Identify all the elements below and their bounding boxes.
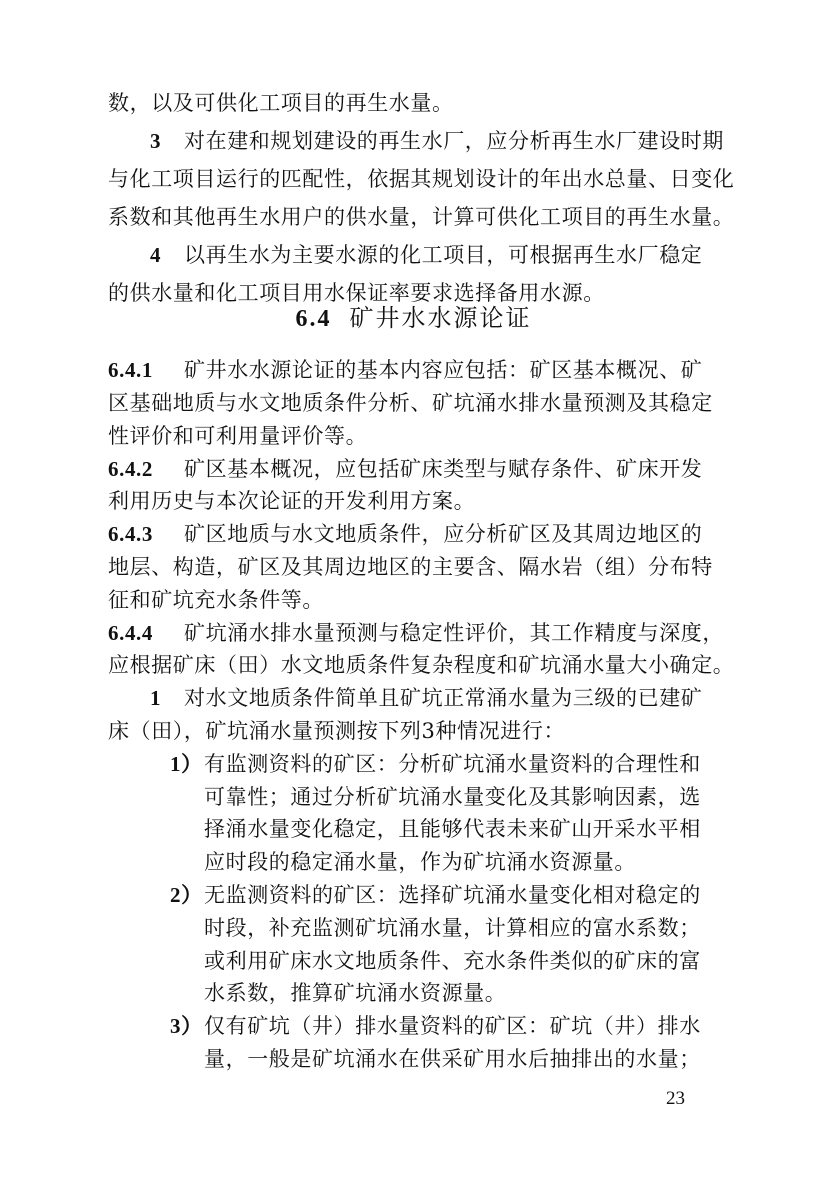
section-title: 矿井水水源论证: [349, 304, 532, 332]
paragraph-line: 床（田），矿坑涌水量预测按下列3种情况进行：: [108, 719, 566, 743]
sub-item-number: 1）: [170, 752, 203, 776]
clause-number: 6.4.3: [108, 522, 153, 546]
clause-text: 矿区地质与水文地质条件，应分析矿区及其周边地区的: [184, 522, 703, 546]
clause-number: 6.4.1: [108, 358, 153, 382]
sub-item-text: 仅有矿坑（井）排水量资料的矿区：矿坑（井）排水: [204, 1014, 701, 1038]
list-item-text: 对在建和规划建设的再生水厂，应分析再生水厂建设时期: [184, 129, 724, 153]
paragraph-line: 的供水量和化工项目用水保证率要求选择备用水源。: [108, 281, 605, 305]
list-item-text: 以再生水为主要水源的化工项目，可根据再生水厂稳定: [184, 243, 703, 267]
paragraph-line: 应时段的稳定涌水量，作为矿坑涌水资源量。: [204, 850, 636, 874]
paragraph-line: 水系数，推算矿坑涌水资源量。: [204, 981, 507, 1005]
clause-text: 矿井水水源论证的基本内容应包括：矿区基本概况、矿: [184, 358, 703, 382]
page-number: 23: [666, 1088, 685, 1109]
sub-item-text: 有监测资料的矿区：分析矿坑涌水量资料的合理性和: [204, 752, 701, 776]
list-item-3: [150, 122, 724, 160]
list-number: 4: [150, 243, 162, 267]
list-item-4: [150, 236, 702, 274]
list-number: 3: [150, 129, 162, 153]
paragraph-line: 可靠性；通过分析矿坑涌水量变化及其影响因素，选: [204, 785, 701, 809]
paragraph-line: 地层、构造，矿区及其周边地区的主要含、隔水岩（组）分布特: [108, 555, 713, 579]
clause-number: 6.4.4: [108, 621, 153, 645]
paragraph-line: 区基础地质与水文地质条件分析、矿坑涌水排水量预测及其稳定: [108, 391, 713, 415]
paragraph-line: 量，一般是矿坑涌水在供采矿用水后抽排出的水量；: [204, 1047, 701, 1071]
paragraph-line: 或利用矿床水文地质条件、充水条件类似的矿床的富: [204, 949, 701, 973]
paragraph-line: 征和矿坑充水条件等。: [108, 588, 324, 612]
paragraph-line: 性评价和可利用量评价等。: [108, 424, 368, 448]
paragraph-line: 系数和其他再生水用户的供水量，计算可供化工项目的再生水量。: [108, 205, 735, 229]
paragraph-line: 时段，补充监测矿坑涌水量，计算相应的富水系数；: [204, 916, 701, 940]
sub-item-number: 3）: [170, 1014, 203, 1038]
list-number: 1: [150, 686, 162, 710]
section-number: 6.4: [295, 306, 332, 332]
clause-text: 矿坑涌水排水量预测与稳定性评价，其工作精度与深度，: [184, 621, 724, 645]
clause-number: 6.4.2: [108, 457, 153, 481]
list-item-text: 对水文地质条件简单且矿坑正常涌水量为三级的已建矿: [184, 686, 703, 710]
paragraph-line: 应根据矿床（田）水文地质条件复杂程度和矿坑涌水量大小确定。: [108, 653, 735, 677]
sub-item-number: 2）: [170, 883, 203, 907]
paragraph-line: 数，以及可供化工项目的再生水量。: [108, 91, 454, 115]
clause-text: 矿区基本概况，应包括矿床类型与赋存条件、矿床开发: [184, 457, 703, 481]
sub-item-text: 无监测资料的矿区：选择矿坑涌水量变化相对稳定的: [204, 883, 701, 907]
section-heading: [0, 298, 827, 339]
paragraph-line: 利用历史与本次论证的开发利用方案。: [108, 489, 476, 513]
paragraph-line: 择涌水量变化稳定，且能够代表未来矿山开采水平相: [204, 817, 701, 841]
paragraph-line: 与化工项目运行的匹配性，依据其规划设计的年出水总量、日变化: [108, 167, 735, 191]
